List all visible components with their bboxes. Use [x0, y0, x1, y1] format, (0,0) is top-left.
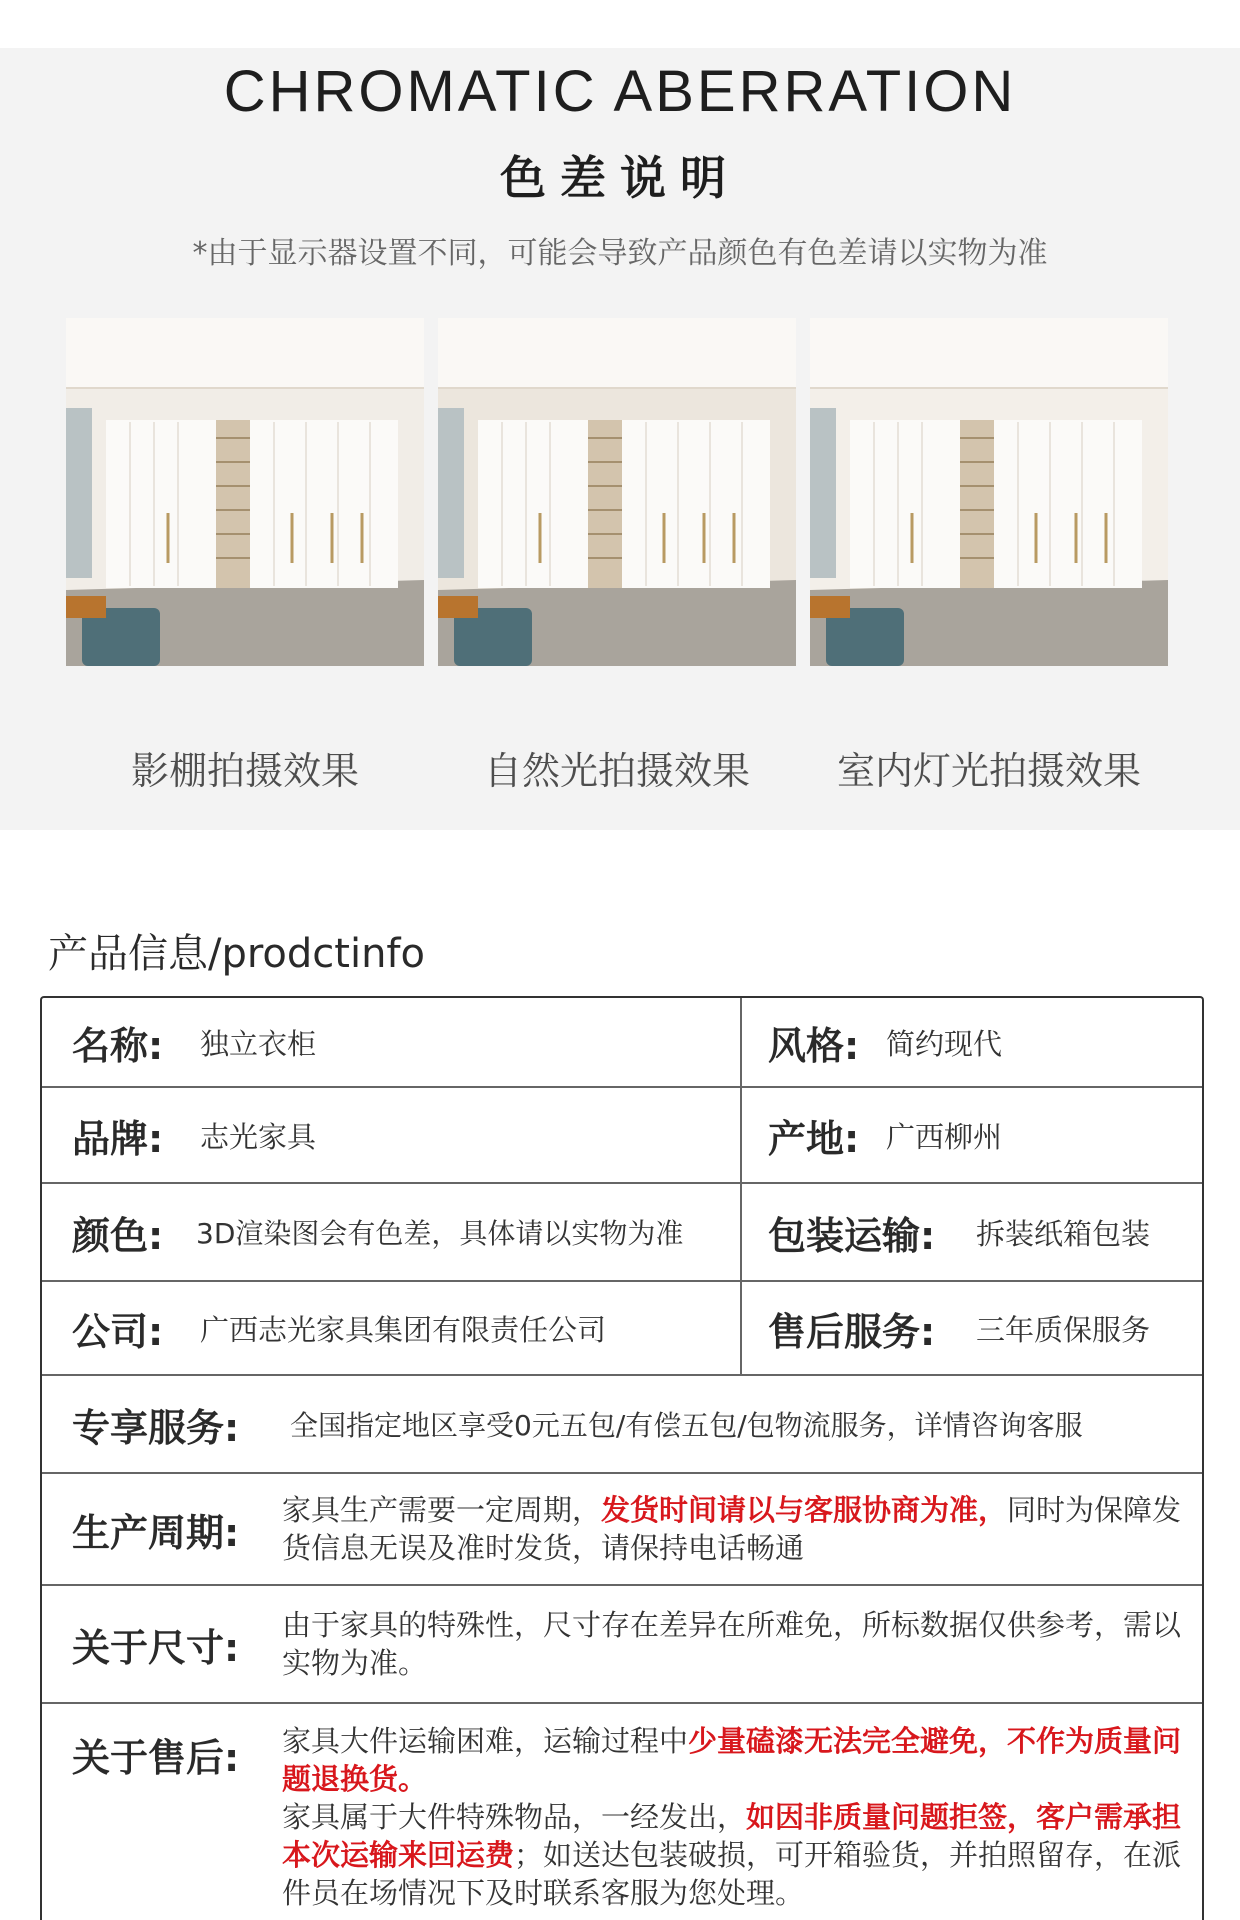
column-divider — [740, 1088, 742, 1182]
value-aftersales-service: 三年质保服务 — [976, 1312, 1151, 1347]
chromatic-title-en: CHROMATIC ABERRATION — [223, 59, 1017, 124]
after-sales-text: 家具大件运输困难，运输过程中少量磕漆无法完全避免，不作为质量问题退换货。 家具属于大件特殊物品，一经发出，如因非质量问题拒签，客户需承担本次运输来回运费；如送达包装破损，可开箱验货，并拍照留存，在派件员在场情况下及时联系客服为您处理。 — [282, 1724, 1182, 1910]
wardrobe-photo-natural-light — [438, 318, 796, 666]
info-row-exclusive-service — [42, 1376, 1202, 1474]
column-divider — [740, 998, 742, 1086]
value-company: 广西志光家具集团有限责任公司 — [200, 1312, 607, 1347]
label-name: 名称: — [72, 1023, 164, 1068]
label-style: 风格: — [768, 1023, 860, 1068]
label-production-cycle: 生产周期: — [72, 1510, 240, 1555]
wardrobe-photo-studio — [66, 318, 424, 666]
chromatic-title-cn: 色差说明 — [500, 151, 740, 205]
photo-caption-indoor-light: 室内灯光拍摄效果 — [836, 749, 1141, 793]
after-sales-highlight-1: 少量磕漆无法完全避免，不作为质量问题退换货。 — [282, 1724, 1182, 1796]
size-note-text: 由于家具的特殊性，尺寸存在差异在所难免，所标数据仅供参考，需以实物为准。 — [282, 1608, 1182, 1680]
label-origin: 产地: — [768, 1116, 860, 1161]
wardrobe-illustration — [66, 318, 424, 666]
column-divider — [740, 1184, 742, 1280]
production-cycle-highlight: 发货时间请以与客服协商为准， — [601, 1493, 1008, 1527]
chromatic-subtitle: *由于显示器设置不同，可能会导致产品颜色有色差请以实物为准 — [192, 236, 1048, 271]
value-exclusive-service: 全国指定地区享受0元五包/有偿五包/包物流服务，详情咨询客服 — [290, 1409, 1083, 1442]
photo-caption-studio: 影棚拍摄效果 — [130, 749, 359, 793]
label-after-sales: 关于售后: — [72, 1735, 240, 1780]
info-row-company-aftersales — [42, 1282, 1202, 1376]
label-color: 颜色: — [72, 1213, 164, 1258]
value-packaging: 拆装纸箱包装 — [976, 1216, 1151, 1251]
info-row-name-style — [42, 998, 1202, 1088]
label-company: 公司: — [72, 1309, 164, 1354]
label-packaging: 包装运输: — [768, 1213, 936, 1258]
value-brand: 志光家具 — [200, 1119, 317, 1154]
wardrobe-illustration — [810, 318, 1168, 666]
info-row-after-sales — [42, 1704, 1202, 1920]
product-info-table — [40, 996, 1204, 1920]
top-band — [0, 0, 1240, 48]
label-brand: 品牌: — [72, 1116, 164, 1161]
info-row-size-note — [42, 1586, 1202, 1704]
wardrobe-photo-indoor-light — [810, 318, 1168, 666]
column-divider — [740, 1282, 742, 1374]
label-size-note: 关于尺寸: — [72, 1625, 240, 1670]
label-exclusive-service: 专享服务: — [72, 1405, 240, 1450]
value-color: 3D渲染图会有色差，具体请以实物为准 — [196, 1217, 684, 1250]
info-row-brand-origin — [42, 1088, 1202, 1184]
value-style: 简约现代 — [886, 1026, 1003, 1061]
after-sales-highlight-2: 如因非质量问题拒签，客户需承担本次运输来回运费 — [282, 1800, 1182, 1872]
info-row-color-packaging — [42, 1184, 1202, 1282]
value-name: 独立衣柜 — [200, 1026, 317, 1061]
label-aftersales-service: 售后服务: — [768, 1309, 936, 1354]
wardrobe-illustration — [438, 318, 796, 666]
product-info-title: 产品信息/prodctinfo — [48, 931, 425, 977]
info-row-production-cycle — [42, 1474, 1202, 1586]
production-cycle-text: 家具生产需要一定周期，发货时间请以与客服协商为准，同时为保障发货信息无误及准时发货，请保持电话畅通 — [282, 1493, 1182, 1565]
value-origin: 广西柳州 — [886, 1119, 1003, 1154]
photo-caption-natural-light: 自然光拍摄效果 — [483, 749, 750, 793]
